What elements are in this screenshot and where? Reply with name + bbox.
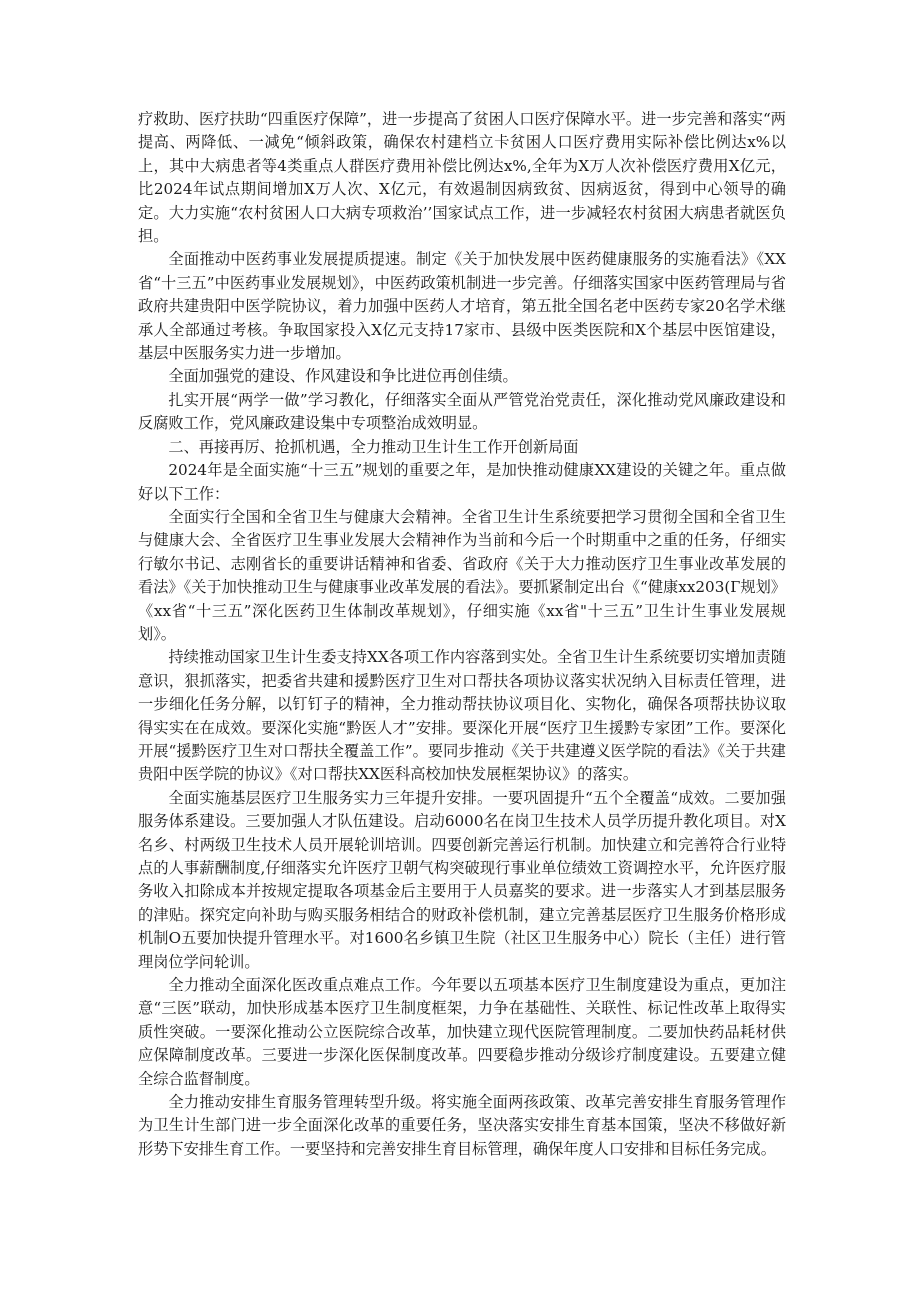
- paragraph-medical-reform: 全力推动全面深化医改重点难点工作。今年要以五项基本医疗卫生制度建设为重点，更加注意“三医”联动，加快形成基本医疗卫生制度框架，力争在基础性、关联性、标记性改革上取得实质性突破。一要深化推动公立医院综合改革，加快建立现代医院管理制度。二要加快药品耗材供应保障制度改革。三要进一步深化医保制度改革。四要稳步推动分级诊疗制度建设。五要建立健全综合监督制度。: [138, 976, 786, 1088]
- paragraph-grassroots-capacity: 全面实施基层医疗卫生服务实力三年提升安排。一要巩固提升“五个全覆盖“成效。二要加强服务体系建设。三要加强人才队伍建设。启动6000名在岗卫生技术人员学历提升教化项目。对X名乡、村两级卫生技术人员开展轮训培训。四要创新完善运行机制。加快建立和完善符合行业特点的人事薪酬制度,仔细落实允许医疗卫朝气构突破现行事业单位绩效工资调控水平，允许医疗服务收入扣除成本并按规定提取各项基金后主要用于人员嘉奖的要求。进一步落实人才到基层服务的津贴。探究定向补助与购买服务相结合的财政补偿机制，建立完善基层医疗卫生服务价格形成机制O五要加快提升管理水平。对1600名乡镇卫生院（社区卫生服务中心）院长（主任）进行管理岗位学问轮训。: [138, 788, 786, 971]
- document-body: [138, 108, 786, 1161]
- paragraph-tcm-development: 全面推动中医药事业发展提质提速。制定《关于加快发展中医药健康服务的实施看法》《XX省“十三五”中医药事业发展规划》，中医药政策机制进一步完善。仔细落实国家中医药管理局与省政府共建贵阳中医学院协议，着力加强中医药人才培育，第五批全国名老中医药专家20名学术继承人全部通过考核。争取国家投入X亿元支持17家市、县级中医类医院和X个基层中医馆建设，基层中医服务实力进一步增加。: [138, 250, 786, 363]
- paragraph-two-studies: 扎实开展“两学一做”学习教化，仔细落实全面从严管党治党责任，深化推动党风廉政建设和反腐败工作，党风廉政建设集中专项整治成效明显。: [138, 390, 786, 433]
- paragraph-year-focus: 2024年是全面实施“十三五”规划的重要之年，是加快推动健康XX建设的关键之年。重点做好以下工作：: [138, 461, 786, 503]
- paragraph-party-building: 全面加强党的建设、作风建设和争比进位再创佳绩。: [168, 367, 518, 386]
- section-heading-two: 二、再接再厉、抢抓机遇，全力推动卫生计生工作开创新局面: [168, 437, 579, 456]
- paragraph-family-planning: 全力推动安排生育服务管理转型升级。将实施全面两孩政策、改革完善安排生育服务管理作为卫生计生部门进一步全面深化改革的重要任务，坚决落实安排生育基本国策，坚决不移做好新形势下安排生育工作。一要坚持和完善安排生育目标管理，确保年度人口安排和目标任务完成。: [138, 1093, 786, 1158]
- paragraph-national-support: 持续推动国家卫生计生委支持XX各项工作内容落到实处。全省卫生计生系统要切实增加责随意识，狠抓落实，把委省共建和援黔医疗卫生对口帮扶各项协议落实状况纳入目标责任管理，进一步细化任务分解，以钉钉子的精神，全力推动帮扶协议项目化、实物化，确保各项帮扶协议取得实实在在成效。要深化实施“黔医人才”安排。要深化开展“医疗卫生援黔专家团”工作。要深化开展“援黔医疗卫生对口帮扶全覆盖工作”。要同步推动《关于共建遵义医学院的看法》《关于共建贵阳中医学院的协议》《对口帮扶XX医科高校加快发展框架协议》的落实。: [138, 648, 786, 784]
- paragraph-health-conference: 全面实行全国和全省卫生与健康大会精神。全省卫生计生系统要把学习贯彻全国和全省卫生与健康大会、全省医疗卫生事业发展大会精神作为当前和今后一个时期重中之重的任务，仔细实行敏尔书记、志刚省长的重要讲话精神和省委、省政府《关于大力推动医疗卫生事业改革发展的看法》《关于加快推动卫生与健康事业改革发展的看法》。要抓紧制定出台《“健康xx203(Г规划》《xx省“十三五”深化医药卫生体制改革规划》，仔细实施《xx省"十三五”卫生计生事业发展规划》。: [138, 507, 786, 643]
- paragraph-medical-insurance: 疗救助、医疗扶助“四重医疗保障”，进一步提高了贫困人口医疗保障水平。进一步完善和落实“两提高、两降低、一减免“倾斜政策，确保农村建档立卡贫困人口医疗费用实际补偿比例达x%以上，其中大病患者等4类重点人群医疗费用补偿比例达x%,全年为X万人次补偿医疗费用X亿元，比2024年试点期间增加X万人次、X亿元，有效遏制因病致贫、因病返贫，得到中心领导的确定。大力实施“农村贫困人口大病专项救治’’国家试点工作，进一步减轻农村贫困大病患者就医负担。: [138, 110, 786, 246]
